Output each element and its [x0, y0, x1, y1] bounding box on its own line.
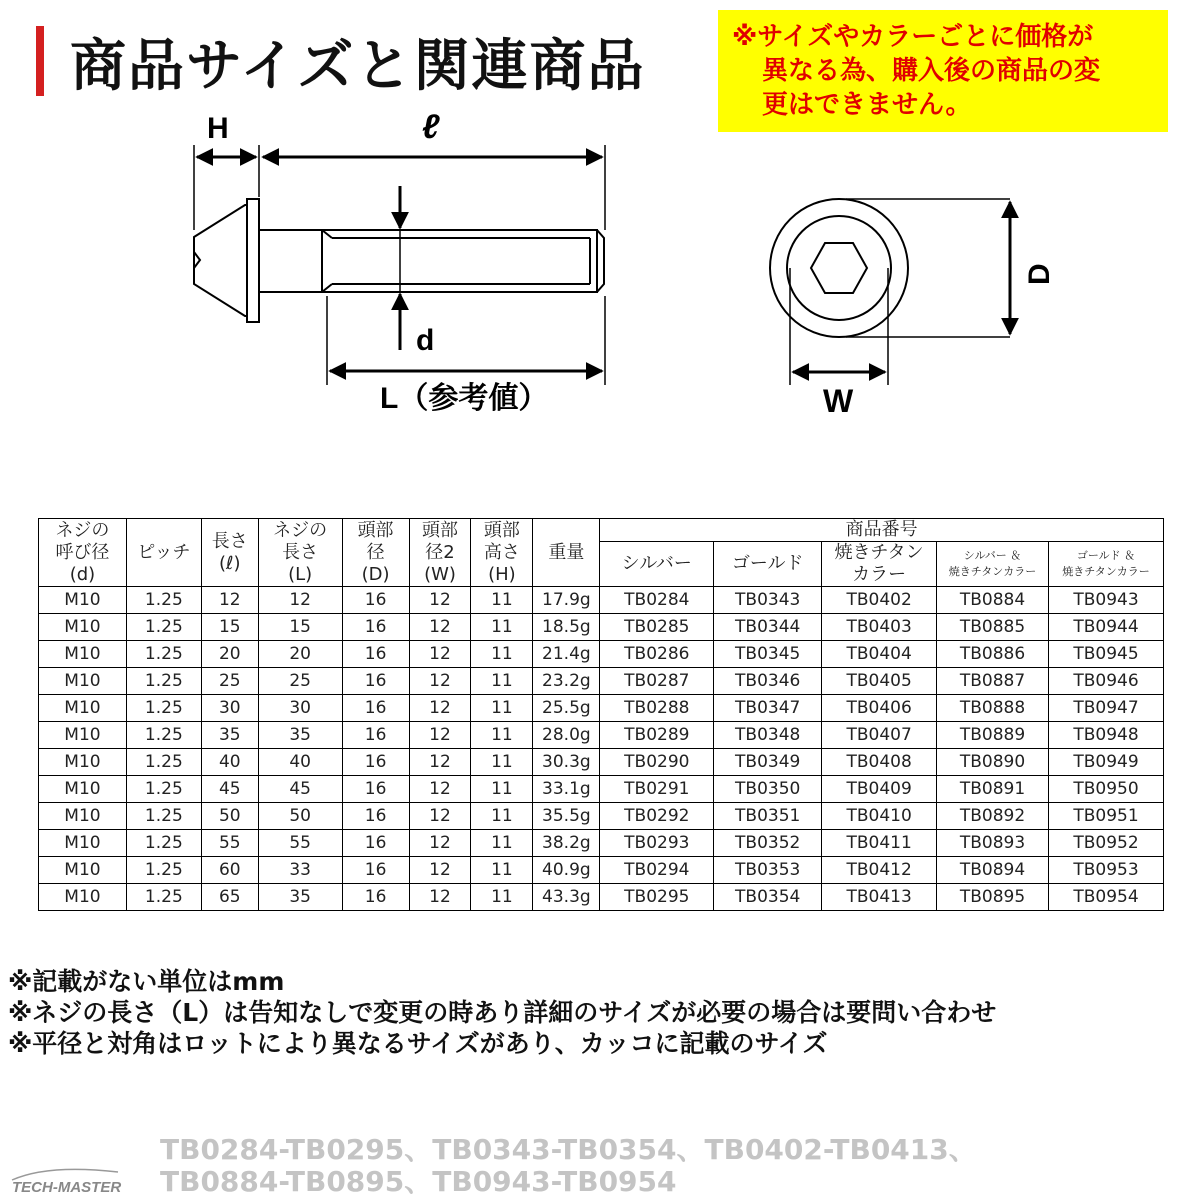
bolt-dimension-diagram [0, 100, 1200, 440]
header-product-no: 商品番号 [600, 519, 1164, 542]
table-cell: 12 [258, 587, 342, 614]
table-cell: 20 [201, 641, 258, 668]
table-cell: 16 [342, 776, 409, 803]
table-row [39, 668, 1164, 695]
table-cell: 60 [201, 857, 258, 884]
table-cell: 17.9g [533, 587, 600, 614]
table-cell: TB0893 [937, 830, 1049, 857]
table-cell: M10 [39, 830, 127, 857]
table-cell: 40 [201, 749, 258, 776]
table-cell: 11 [471, 722, 533, 749]
table-cell: 11 [471, 830, 533, 857]
table-cell: 1.25 [126, 803, 201, 830]
table-cell: 30 [258, 695, 342, 722]
table-cell: 12 [409, 614, 471, 641]
notice-line-1: ※サイズやカラーごとに価格が [732, 22, 1094, 52]
table-cell: 12 [409, 803, 471, 830]
table-cell: TB0349 [714, 749, 822, 776]
table-cell: TB0402 [822, 587, 937, 614]
table-cell: 12 [409, 587, 471, 614]
table-cell: TB0286 [600, 641, 714, 668]
header-head-dia2-l1: 頭部 [422, 519, 458, 541]
table-cell: 1.25 [126, 641, 201, 668]
header-nominal [39, 519, 127, 587]
table-cell: 35 [201, 722, 258, 749]
table-cell: 45 [201, 776, 258, 803]
table-row [39, 614, 1164, 641]
header-silver-burnt-l1: シルバー ＆ [963, 549, 1022, 562]
table-cell: TB0350 [714, 776, 822, 803]
table-cell: 11 [471, 776, 533, 803]
table-cell: TB0895 [937, 884, 1049, 911]
page-title: 商品サイズと関連商品 [70, 34, 646, 99]
table-cell: TB0894 [937, 857, 1049, 884]
table-cell: 16 [342, 668, 409, 695]
table-cell: TB0950 [1048, 776, 1163, 803]
table-cell: 11 [471, 614, 533, 641]
header-head-dia-l3: (D) [361, 563, 390, 585]
table-row [39, 830, 1164, 857]
table-cell: TB0410 [822, 803, 937, 830]
header-burnt [822, 542, 937, 587]
table-cell: 35 [258, 722, 342, 749]
table-cell: 12 [409, 776, 471, 803]
table-cell: 16 [342, 614, 409, 641]
header-silver-burnt-l2: 焼きチタンカラー [948, 565, 1037, 578]
footnotes [8, 966, 996, 1059]
table-cell: TB0405 [822, 668, 937, 695]
table-cell: 1.25 [126, 884, 201, 911]
table-cell: 40.9g [533, 857, 600, 884]
table-cell: TB0951 [1048, 803, 1163, 830]
table-cell: 16 [342, 830, 409, 857]
table-cell: 30.3g [533, 749, 600, 776]
table-row [39, 695, 1164, 722]
codes-line-2: TB0884-TB0895、TB0943-TB0954 [160, 1165, 677, 1198]
table-row [39, 641, 1164, 668]
table-cell: TB0887 [937, 668, 1049, 695]
table-cell: TB0944 [1048, 614, 1163, 641]
table-cell: TB0287 [600, 668, 714, 695]
header-head-height-l3: (H) [488, 563, 516, 585]
header-thread-length [258, 519, 342, 587]
table-cell: TB0411 [822, 830, 937, 857]
header-head-dia2-l2: 径2 [425, 541, 455, 563]
header-nominal-l3: (d) [69, 563, 96, 585]
header-thread-l1: ネジの [273, 519, 328, 541]
table-cell: 55 [201, 830, 258, 857]
label-L: L（参考値） [380, 382, 549, 415]
table-cell: 50 [258, 803, 342, 830]
header-head-height-l2: 高さ [483, 541, 520, 563]
table-cell: TB0291 [600, 776, 714, 803]
table-cell: 50 [201, 803, 258, 830]
table-cell: TB0407 [822, 722, 937, 749]
table-cell: 16 [342, 749, 409, 776]
table-cell: 15 [201, 614, 258, 641]
product-code-list [160, 1134, 977, 1198]
table-cell: 11 [471, 884, 533, 911]
table-cell: 55 [258, 830, 342, 857]
table-cell: 21.4g [533, 641, 600, 668]
label-D: D [1023, 263, 1056, 285]
footnote-2: ※ネジの長さ（L）は告知なしで変更の時あり詳細のサイズが必要の場合は要問い合わせ [8, 998, 997, 1027]
header-thread-l3: (L) [288, 563, 313, 585]
table-cell: TB0352 [714, 830, 822, 857]
table-cell: TB0354 [714, 884, 822, 911]
table-cell: TB0408 [822, 749, 937, 776]
header-silver: シルバー [600, 542, 714, 587]
table-cell: 23.2g [533, 668, 600, 695]
table-cell: TB0953 [1048, 857, 1163, 884]
table-cell: TB0346 [714, 668, 822, 695]
table-cell: 11 [471, 803, 533, 830]
table-cell: 30 [201, 695, 258, 722]
table-cell: 35 [258, 884, 342, 911]
header-head-dia2-l3: (W) [424, 563, 456, 585]
table-cell: 33.1g [533, 776, 600, 803]
table-cell: TB0293 [600, 830, 714, 857]
table-cell: M10 [39, 803, 127, 830]
table-row [39, 749, 1164, 776]
header-head-dia2 [409, 519, 471, 587]
table-cell: TB0949 [1048, 749, 1163, 776]
table-cell: 12 [409, 695, 471, 722]
table-cell: TB0294 [600, 857, 714, 884]
tech-master-logo [8, 1166, 158, 1196]
header-weight: 重量 [533, 519, 600, 587]
table-cell: 1.25 [126, 722, 201, 749]
table-cell: TB0412 [822, 857, 937, 884]
header-thread-l2: 長さ [282, 541, 319, 563]
table-cell: TB0292 [600, 803, 714, 830]
table-cell: 16 [342, 641, 409, 668]
header-head-dia [342, 519, 409, 587]
table-cell: M10 [39, 587, 127, 614]
table-cell: 12 [201, 587, 258, 614]
table-cell: M10 [39, 857, 127, 884]
table-cell: TB0954 [1048, 884, 1163, 911]
table-cell: 12 [409, 668, 471, 695]
table-cell: M10 [39, 722, 127, 749]
codes-line-1: TB0284-TB0295、TB0343-TB0354、TB0402-TB0413、 [160, 1133, 977, 1166]
header-silver-burnt [937, 542, 1049, 587]
table-cell: TB0889 [937, 722, 1049, 749]
label-W: W [823, 383, 854, 419]
label-d: d [416, 324, 435, 357]
table-cell: TB0890 [937, 749, 1049, 776]
table-cell: TB0413 [822, 884, 937, 911]
header-gold: ゴールド [714, 542, 822, 587]
table-cell: TB0948 [1048, 722, 1163, 749]
table-cell: 35.5g [533, 803, 600, 830]
table-cell: 25.5g [533, 695, 600, 722]
table-cell: M10 [39, 776, 127, 803]
table-cell: M10 [39, 614, 127, 641]
spec-table-body [39, 587, 1164, 911]
header-nominal-l2: 呼び径 [55, 541, 110, 563]
table-cell: TB0885 [937, 614, 1049, 641]
bolt-top-view [770, 199, 1010, 385]
table-row [39, 857, 1164, 884]
table-cell: 25 [258, 668, 342, 695]
table-cell: 16 [342, 803, 409, 830]
dimension-lines [194, 145, 605, 385]
table-cell: TB0288 [600, 695, 714, 722]
table-cell: 12 [409, 830, 471, 857]
table-cell: TB0343 [714, 587, 822, 614]
table-cell: TB0295 [600, 884, 714, 911]
table-cell: 16 [342, 722, 409, 749]
table-cell: 1.25 [126, 830, 201, 857]
table-cell: 1.25 [126, 614, 201, 641]
title-accent-bar [36, 26, 44, 96]
table-cell: 11 [471, 641, 533, 668]
table-cell: TB0344 [714, 614, 822, 641]
table-cell: TB0290 [600, 749, 714, 776]
table-cell: 18.5g [533, 614, 600, 641]
table-cell: TB0353 [714, 857, 822, 884]
table-cell: 12 [409, 884, 471, 911]
table-row [39, 722, 1164, 749]
table-cell: 1.25 [126, 857, 201, 884]
table-cell: 40 [258, 749, 342, 776]
table-cell: TB0886 [937, 641, 1049, 668]
notice-line-3: 更はできません。 [762, 90, 972, 120]
label-H: H [207, 112, 229, 145]
table-cell: 28.0g [533, 722, 600, 749]
label-l: ℓ [422, 108, 440, 146]
table-cell: 1.25 [126, 749, 201, 776]
table-cell: TB0403 [822, 614, 937, 641]
table-cell: 1.25 [126, 776, 201, 803]
table-cell: 1.25 [126, 695, 201, 722]
table-cell: M10 [39, 668, 127, 695]
header-gold-burnt-l2: 焼きチタンカラー [1062, 565, 1150, 578]
table-cell: 16 [342, 857, 409, 884]
table-cell: 45 [258, 776, 342, 803]
table-cell: TB0347 [714, 695, 822, 722]
table-row [39, 587, 1164, 614]
header-head-height [471, 519, 533, 587]
table-cell: 25 [201, 668, 258, 695]
table-cell: M10 [39, 695, 127, 722]
table-cell: TB0406 [822, 695, 937, 722]
table-cell: 12 [409, 722, 471, 749]
header-nominal-l1: ネジの [55, 519, 110, 541]
table-cell: 20 [258, 641, 342, 668]
table-row [39, 776, 1164, 803]
table-cell: 43.3g [533, 884, 600, 911]
svg-text:TECH-MASTER: TECH-MASTER [12, 1179, 122, 1196]
table-cell: 11 [471, 695, 533, 722]
header-head-dia-l1: 頭部 [357, 519, 394, 541]
table-cell: TB0284 [600, 587, 714, 614]
table-cell: 38.2g [533, 830, 600, 857]
table-cell: 12 [409, 749, 471, 776]
table-cell: TB0884 [937, 587, 1049, 614]
header-head-height-l1: 頭部 [483, 519, 520, 541]
table-cell: 33 [258, 857, 342, 884]
table-cell: 11 [471, 857, 533, 884]
header-length [201, 519, 258, 587]
table-cell: TB0947 [1048, 695, 1163, 722]
table-cell: 1.25 [126, 587, 201, 614]
header-length-l1: 長さ [211, 530, 248, 552]
table-cell: TB0945 [1048, 641, 1163, 668]
table-row [39, 803, 1164, 830]
table-cell: TB0404 [822, 641, 937, 668]
footnote-3: ※平径と対角はロットにより異なるサイズがあり、カッコに記載のサイズ [8, 1029, 828, 1058]
table-cell: TB0409 [822, 776, 937, 803]
table-cell: 16 [342, 884, 409, 911]
footnote-1: ※記載がない単位はmm [8, 967, 285, 996]
header-gold-burnt-l1: ゴールド ＆ [1076, 549, 1136, 562]
header-gold-burnt [1048, 542, 1163, 587]
table-cell: 11 [471, 587, 533, 614]
table-cell: 16 [342, 587, 409, 614]
table-cell: TB0888 [937, 695, 1049, 722]
header-burnt-l1: 焼きチタン [834, 542, 924, 563]
table-cell: 12 [409, 641, 471, 668]
table-cell: M10 [39, 749, 127, 776]
table-cell: TB0891 [937, 776, 1049, 803]
table-cell: 12 [409, 857, 471, 884]
notice-line-2: 異なる為、購入後の商品の変 [762, 56, 1101, 86]
header-burnt-l2: カラー [852, 564, 907, 585]
table-cell: M10 [39, 884, 127, 911]
table-cell: 11 [471, 749, 533, 776]
table-cell: TB0285 [600, 614, 714, 641]
header-length-l2: (ℓ) [219, 552, 241, 574]
table-cell: TB0289 [600, 722, 714, 749]
table-cell: TB0345 [714, 641, 822, 668]
table-cell: 65 [201, 884, 258, 911]
spec-table [38, 518, 1164, 911]
table-cell: TB0943 [1048, 587, 1163, 614]
table-cell: TB0952 [1048, 830, 1163, 857]
table-cell: TB0946 [1048, 668, 1163, 695]
table-cell: 1.25 [126, 668, 201, 695]
header-pitch: ピッチ [126, 519, 201, 587]
table-cell: M10 [39, 641, 127, 668]
table-cell: TB0892 [937, 803, 1049, 830]
table-row [39, 884, 1164, 911]
table-cell: TB0351 [714, 803, 822, 830]
table-cell: 15 [258, 614, 342, 641]
table-cell: TB0348 [714, 722, 822, 749]
header-head-dia-l2: 径 [366, 541, 385, 563]
table-cell: 16 [342, 695, 409, 722]
table-cell: 11 [471, 668, 533, 695]
